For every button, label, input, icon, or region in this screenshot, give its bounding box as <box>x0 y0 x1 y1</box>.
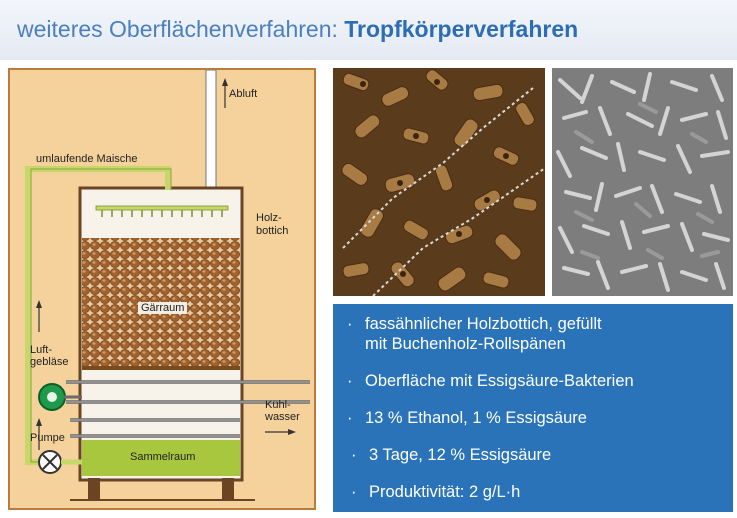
bullet-item: · 3 Tage, 12 % Essigsäure <box>351 446 552 464</box>
label-kuehl: Kühl- <box>265 399 291 411</box>
label-gaerraum: Gärraum <box>138 302 187 314</box>
wood-chips-photo <box>333 68 545 296</box>
title-bar <box>0 0 737 60</box>
info-box <box>333 304 733 512</box>
label-maische: umlaufende Maische <box>36 153 138 165</box>
slide-title: weiteres Oberflächenverfahren: Tropfkörperverfahren <box>17 16 579 42</box>
reactor-diagram <box>8 68 316 510</box>
label-geblaese: gebläse <box>30 356 69 368</box>
label-sammelraum: Sammelraum <box>130 451 196 463</box>
bullet-item: · Produktivität: 2 g/L·h <box>351 483 521 501</box>
label-pumpe: Pumpe <box>30 432 65 444</box>
bullet-item: · Oberfläche mit Essigsäure-Bakterien <box>347 372 634 390</box>
slide-title-bold: Tropfkörperverfahren <box>344 16 579 42</box>
label-luft: Luft- <box>30 344 53 356</box>
label-bottich: bottich <box>256 225 289 237</box>
bacteria-sem-photo <box>552 68 733 296</box>
bullet-item: · fassähnlicher Holzbottich, gefüllt mit Buchenholz-Rollspänen <box>347 315 602 353</box>
label-wasser: wasser <box>265 411 300 423</box>
label-abluft: Abluft <box>229 88 258 100</box>
label-holz: Holz- <box>256 212 282 224</box>
bullet-item: · 13 % Ethanol, 1 % Essigsäure <box>347 409 587 427</box>
